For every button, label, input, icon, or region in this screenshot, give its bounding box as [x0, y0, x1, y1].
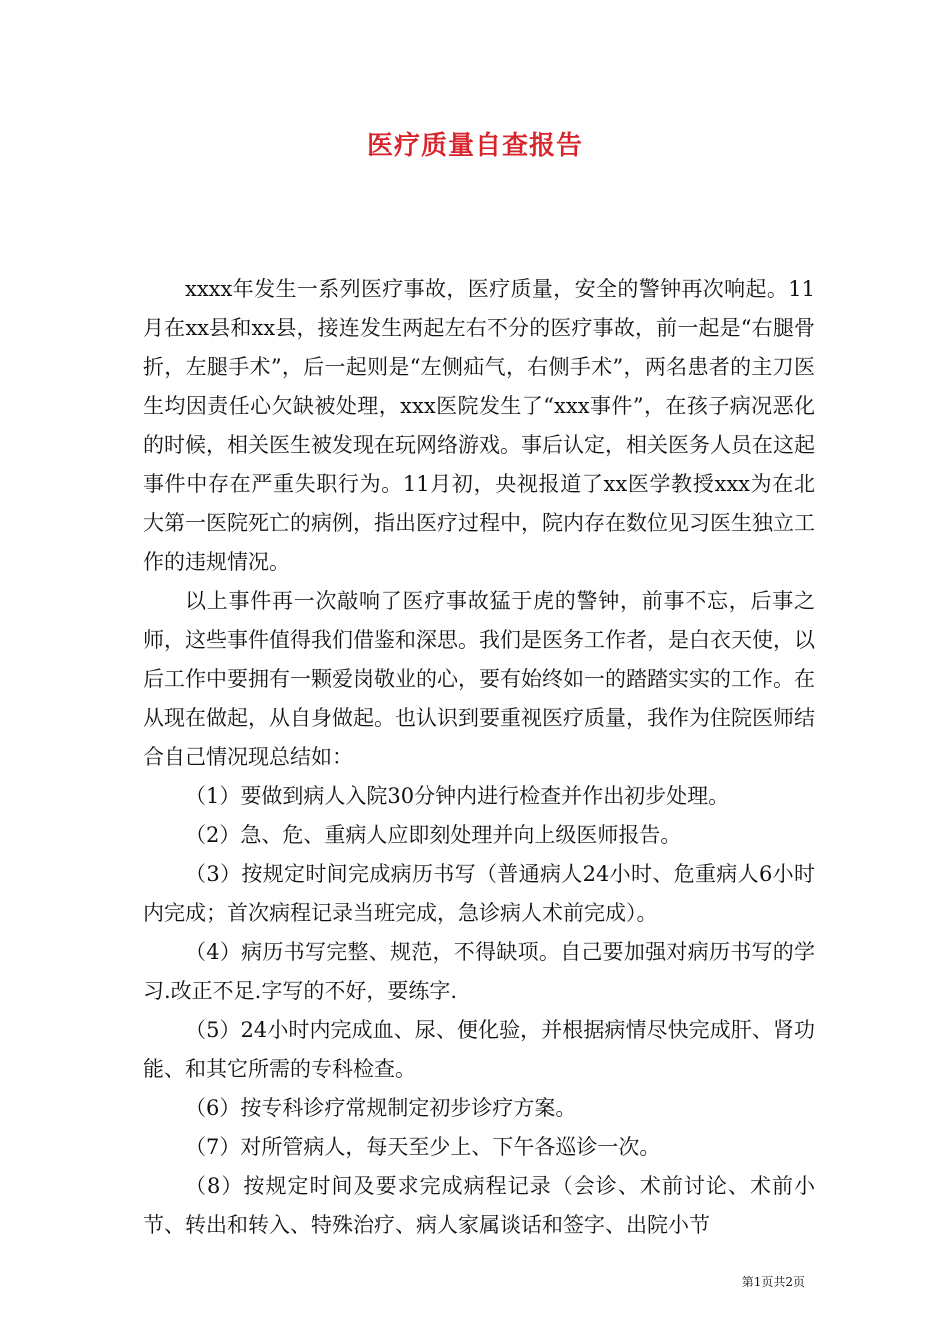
- page-title: 医疗质量自查报告: [366, 131, 583, 161]
- list-item: （5）24小时内完成血、尿、便化验，并根据病情尽快完成肝、肾功能、和其它所需的专科检查。: [143, 1018, 815, 1081]
- paragraph: 以上事件再一次敲响了医疗事故猛于虎的警钟，前事不忘，后事之师，这些事件值得我们借鉴和深思。我们是医务工作者，是白衣天使，以后工作中要拥有一颗爱岗敬业的心，要有始终如一的踏踏实实的工作。在从现在做起，从自身做起。也认识到要重视医疗质量，我作为住院医师结合自己情况现总结如：: [143, 589, 815, 769]
- list-item: （6）按专科诊疗常规制定初步诊疗方案。: [185, 1096, 577, 1120]
- page-number-footer: 第1页共2页: [741, 1275, 805, 1289]
- list-item: （1）要做到病人入院30分钟内进行检查并作出初步处理。: [185, 784, 730, 808]
- paragraph: xxxx年发生一系列医疗事故，医疗质量，安全的警钟再次响起。11月在xx县和xx县，接连发生两起左右不分的医疗事故，前一起是“右腿骨折，左腿手术”，后一起则是“左侧疝气，右侧手术”，两名患者的主刀医生均因责任心欠缺被处理，xxx医院发生了“xxx事件”，在孩子病况恶化的时候，相关医生被发现在玩网络游戏。事后认定，相关医务人员在这起事件中存在严重失职行为。11月初，央视报道了xx医学教授xxx为在北大第一医院死亡的病例，指出医疗过程中，院内存在数位见习医生独立工作的违规情况。: [143, 277, 815, 574]
- document-body: [143, 270, 815, 1245]
- list-item: （4）病历书写完整、规范，不得缺项。自己要加强对病历书写的学习.改正不足.字写的不好，要练字.: [143, 940, 815, 1003]
- list-item: （3）按规定时间完成病历书写（普通病人24小时、危重病人6小时内完成；首次病程记录当班完成，急诊病人术前完成）。: [143, 862, 815, 925]
- list-item: （2）急、危、重病人应即刻处理并向上级医师报告。: [185, 823, 682, 847]
- list-item: （7）对所管病人，每天至少上、下午各巡诊一次。: [185, 1135, 661, 1159]
- list-item: （8）按规定时间及要求完成病程记录（会诊、术前讨论、术前小节、转出和转入、特殊治疗、病人家属谈话和签字、出院小节: [143, 1174, 815, 1237]
